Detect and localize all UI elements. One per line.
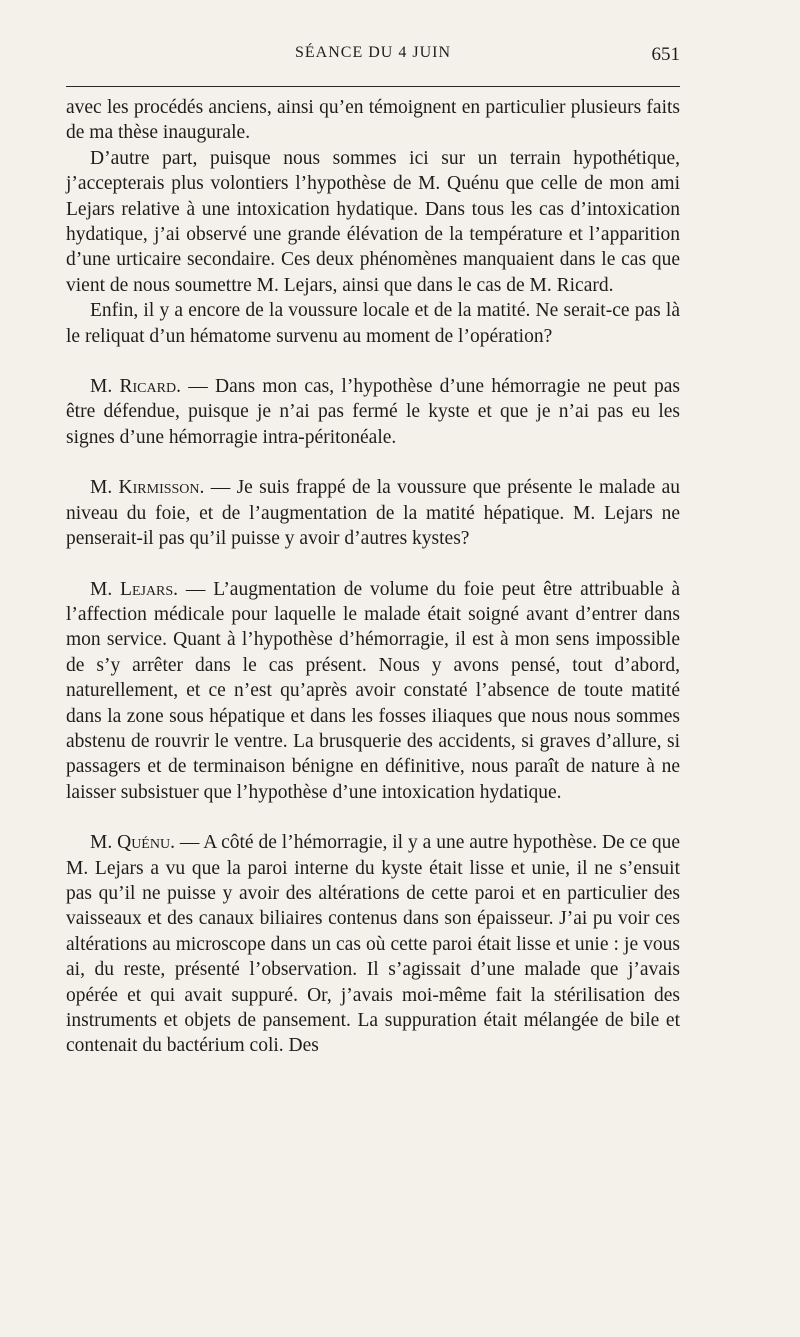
paragraph-text: — A côté de l’hémorragie, il y a une autre hypothèse. De ce que M. Lejars a vu que la paroi interne du kyste était lisse et unie, il ne s’ensuit pas qu’il ne puisse y avoir des altérations de cette paroi et en particulier des vaisseaux et des canaux biliaires contenus dans son épaisseur. J’ai pu voir ces altérations au microscope dans un cas où cette paroi était lisse et unie : je vous ai, du reste, présenté l’observation. Il s’agissait d’une malade que j’avais opérée et qui avait suppuré. Or, j’avais moi-même fait la stérilisation des instruments et objets de pansement. La suppuration était mélangée de bile et contenait du bactérium coli. Des (66, 832, 680, 1057)
speaker-name: M. Kirmisson. (90, 477, 205, 499)
speaker-name: M. Quénu. (90, 832, 175, 854)
paragraph (66, 95, 680, 146)
paragraph-text: D’autre part, puisque nous sommes ici sur un terrain hypothétique, j’accepterais plus volontiers l’hypothèse de M. Quénu que celle de mon ami Lejars relative à une intoxication hydatique. Dans tous les cas d’intoxication hydatique, j’ai observé une grande élévation de la température et l’apparition d’une urticaire secondaire. Ces deux phénomènes manquaient dans le cas que vient de nous soumettre M. Lejars, ainsi que dans le cas de M. Ricard. (66, 147, 680, 296)
paragraph-text: — Dans mon cas, l’hypothèse d’une hémorragie ne peut pas être défendue, puisque je n’ai pas fermé le kyste et que je n’ai pas eu les signes d’une hémorragie intra-péritonéale. (66, 376, 681, 448)
speaker-name: M. Lejars. (90, 578, 179, 600)
running-title: SÉANCE DU 4 JUIN (295, 44, 451, 61)
speaker-paragraph (66, 830, 680, 1059)
page-number: 651 (651, 44, 680, 65)
speaker-name: M. Ricard. (90, 376, 181, 398)
body-text (66, 95, 680, 1059)
speaker-paragraph (66, 374, 680, 450)
paragraph-text: — Je suis frappé de la voussure que présente le malade au niveau du foie, et de l’augmentation de la matité hépatique. M. Lejars ne penserait-il pas qu’il puisse y avoir d’autres kystes? (66, 477, 681, 550)
paragraph-text: — L’augmentation de volume du foie peut être attribuable à l’affection médicale pour laquelle le malade était soigné avant d’entrer dans mon service. Quant à l’hypothèse d’hémorragie, il est à mon sens impossible de s’y arrêter dans le cas présent. Nous y avons pensé, tout d’abord, naturellement, et ce n’est qu’après avoir constaté l’absence de toute matité dans la zone sous hépatique et dans les fosses iliaques que nous nous sommes abstenu de rouvrir le ventre. La brusquerie des accidents, si graves d’allure, si passagers et de terminaison bénigne en définitive, nous paraît de nature à ne laisser subsistuer que l’hypothèse d’une intoxication hydatique. (66, 578, 681, 803)
paragraph-text: avec les procédés anciens, ainsi qu’en témoignent en particulier plusieurs faits de ma thèse inaugurale. (66, 97, 680, 144)
paragraph-text: Enfin, il y a encore de la voussure locale et de la matité. Ne serait-ce pas là le reliquat d’un hématome survenu au moment de l’opération? (66, 300, 680, 347)
paragraph (66, 146, 680, 298)
speaker-paragraph (66, 577, 680, 806)
page-header (66, 44, 680, 74)
paragraph (66, 298, 680, 349)
header-rule (66, 86, 680, 87)
speaker-paragraph (66, 475, 680, 551)
